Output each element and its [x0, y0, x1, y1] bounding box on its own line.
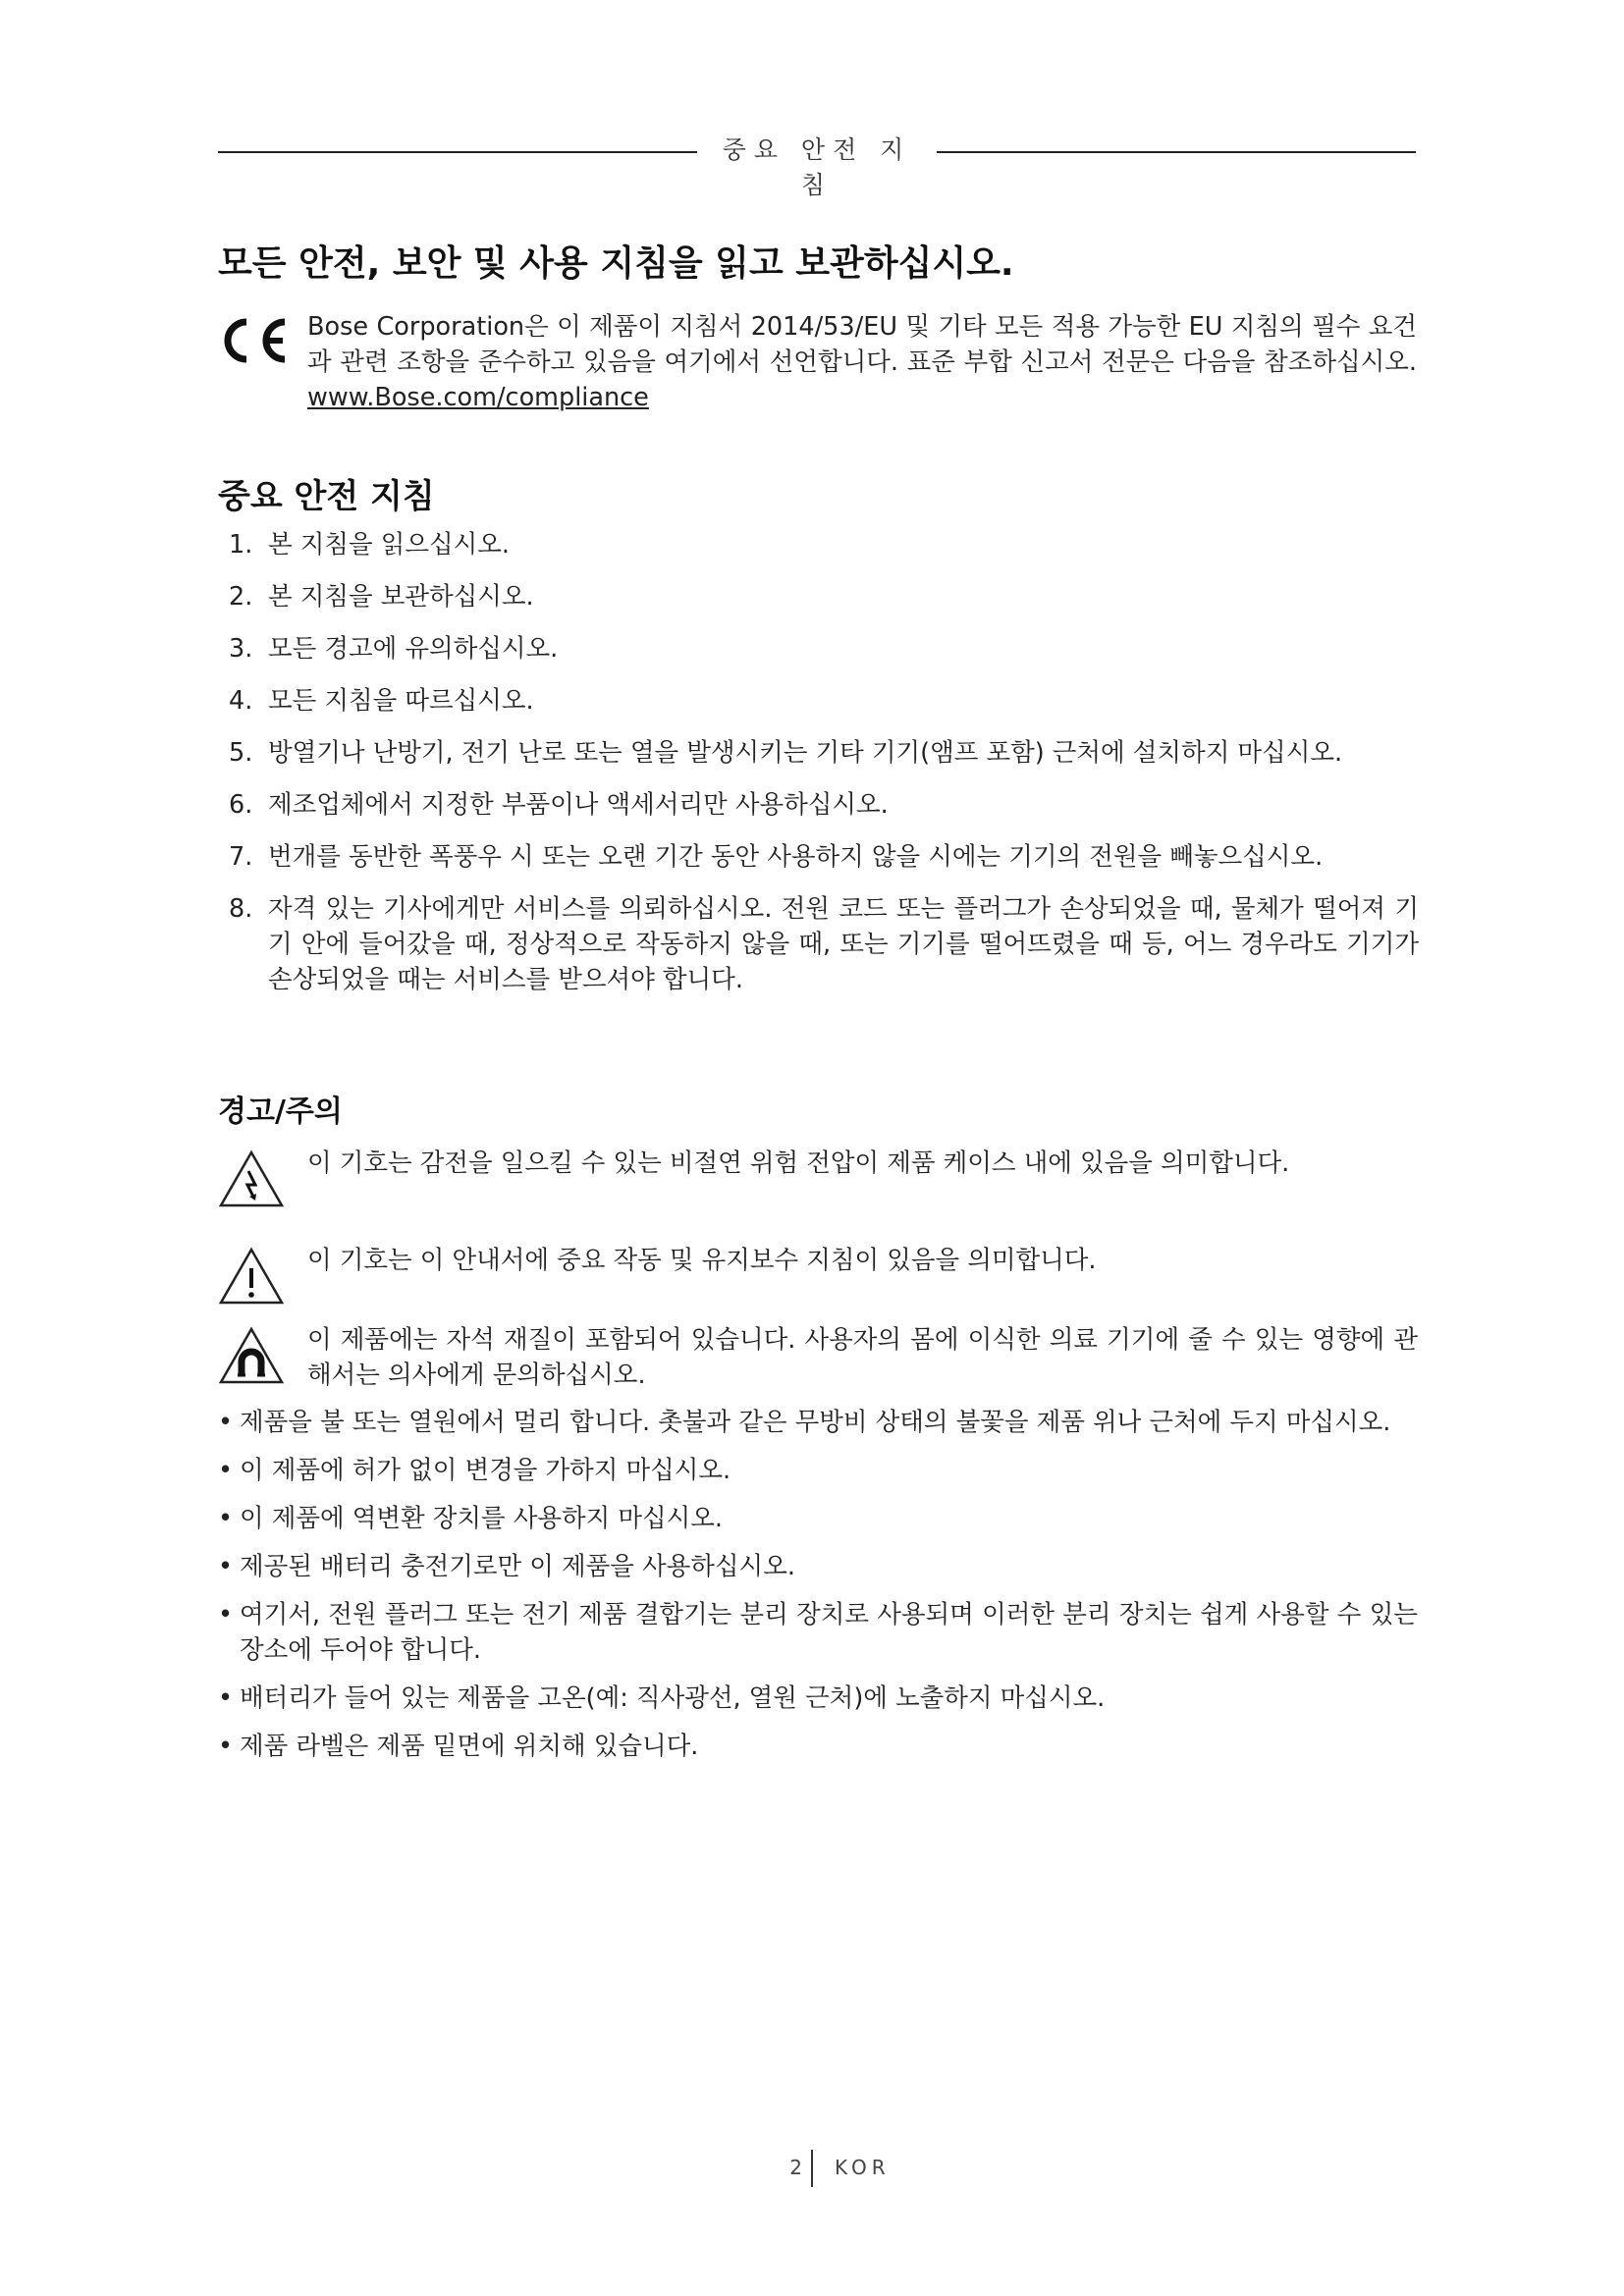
bullet-marker: • [218, 1504, 234, 1533]
safety-item [229, 839, 1419, 875]
header-rule-right [937, 151, 1416, 153]
ce-mark-icon [218, 316, 289, 365]
item-number: 7. [229, 842, 253, 872]
warning-bullet-item [218, 1501, 1418, 1536]
item-text: 본 지침을 읽으십시오. [268, 530, 511, 560]
header-title: 중요 안전 지침 [722, 135, 912, 199]
warnings-heading: 경고/주의 [218, 1095, 343, 1129]
bullet-text: 제품을 불 또는 열원에서 멀리 합니다. 촛불과 같은 무방비 상태의 불꽃을 제품 위나 근처에 두지 마십시오. [240, 1408, 1391, 1437]
item-number: 4. [229, 686, 253, 716]
item-number: 1. [229, 530, 253, 560]
footer-separator [811, 2150, 813, 2187]
warning-text-magnet: 이 제품에는 자석 재질이 포함되어 있습니다. 사용자의 몸에 이식한 의료 기기에 줄 수 있는 영향에 관해서는 의사에게 문의하십시오. [307, 1325, 1418, 1390]
magnet-warning-icon [218, 1326, 285, 1385]
bullet-text: 여기서, 전원 플러그 또는 전기 제품 결합기는 분리 장치로 사용되며 이러한 분리 장치는 쉽게 사용할 수 있는 장소에 두어야 합니다. [240, 1600, 1418, 1665]
header-rule-left [218, 151, 697, 153]
bullet-marker: • [218, 1456, 234, 1485]
ce-declaration [307, 309, 1417, 415]
item-text: 모든 경고에 유의하십시오. [268, 634, 559, 664]
warning-text-exclamation: 이 기호는 이 안내서에 중요 작동 및 유지보수 지침이 있음을 의미합니다. [307, 1246, 1097, 1275]
item-number: 6. [229, 790, 253, 820]
bullet-marker: • [218, 1732, 234, 1761]
bullet-text: 제품 라벨은 제품 밑면에 위치해 있습니다. [240, 1732, 699, 1761]
bullet-text: 배터리가 들어 있는 제품을 고온(예: 직사광선, 열원 근처)에 노출하지 마십시오. [240, 1683, 1106, 1713]
ce-declaration-text: Bose Corporation은 이 제품이 지침서 2014/53/EU 및 기타 모든 적용 가능한 EU 지침의 필수 요건과 관련 조항을 준수하고 있음을 여기에서 선언합니다. 표준 부합 신고서 전문은 다음을 참조하십시오. [307, 312, 1417, 377]
warning-bullet-item [218, 1453, 1418, 1488]
safety-item [229, 631, 1419, 667]
warning-bullet-item [218, 1405, 1418, 1440]
warning-text-electric: 이 기호는 감전을 일으킬 수 있는 비절연 위험 전압이 제품 케이스 내에 있음을 의미합니다. [307, 1148, 1290, 1178]
bullet-text: 이 제품에 역변환 장치를 사용하지 마십시오. [240, 1504, 724, 1533]
safety-instructions-list [229, 527, 1419, 1014]
item-number: 5. [229, 738, 253, 768]
warning-bullet-item [218, 1729, 1418, 1764]
page-footer [687, 2150, 937, 2189]
safety-item [229, 787, 1419, 823]
language-code: KOR [835, 2156, 891, 2179]
electric-shock-warning-icon [218, 1149, 285, 1208]
bullet-text: 이 제품에 허가 없이 변경을 가하지 마십시오. [240, 1456, 731, 1485]
item-number: 8. [229, 894, 253, 924]
safety-heading: 중요 안전 지침 [218, 477, 435, 516]
safety-item [229, 579, 1419, 614]
bullet-marker: • [218, 1600, 234, 1629]
warning-bullet-item [218, 1681, 1418, 1716]
safety-item [229, 891, 1419, 997]
item-text: 모든 지침을 따르십시오. [268, 686, 534, 716]
item-text: 본 지침을 보관하십시오. [268, 582, 534, 612]
item-text: 번개를 동반한 폭풍우 시 또는 오랜 기간 동안 사용하지 않을 시에는 기기의 전원을 빼놓으십시오. [268, 842, 1324, 872]
warning-bullet-item [218, 1597, 1418, 1668]
warning-bullet-item [218, 1549, 1418, 1584]
bullet-marker: • [218, 1408, 234, 1437]
exclamation-warning-icon [218, 1247, 285, 1306]
item-text: 제조업체에서 지정한 부품이나 액세서리만 사용하십시오. [268, 790, 889, 820]
safety-item [229, 735, 1419, 771]
bullet-marker: • [218, 1683, 234, 1713]
item-number: 3. [229, 634, 253, 664]
compliance-link[interactable]: www.Bose.com/compliance [307, 383, 649, 412]
item-number: 2. [229, 582, 253, 612]
item-text: 자격 있는 기사에게만 서비스를 의뢰하십시오. 전원 코드 또는 플러그가 손상되었을 때, 물체가 떨어져 기기 안에 들어갔을 때, 정상적으로 작동하지 않을 때, 또는 기기를 떨어뜨렸을 때 등, 어느 경우라도 기기가 손상되었을 때는 서비스를 받으셔야 합니다. [268, 894, 1419, 994]
warnings-bullet-list [218, 1405, 1418, 1777]
bullet-marker: • [218, 1552, 234, 1581]
safety-item [229, 527, 1419, 562]
safety-item [229, 683, 1419, 719]
page-number: 2 [789, 2156, 802, 2179]
item-text: 방열기나 난방기, 전기 난로 또는 열을 발생시키는 기타 기기(앰프 포함) 근처에 설치하지 마십시오. [268, 738, 1343, 768]
page-header [218, 127, 1416, 199]
bullet-text: 제공된 배터리 충전기로만 이 제품을 사용하십시오. [240, 1552, 795, 1581]
main-heading: 모든 안전, 보안 및 사용 지침을 읽고 보관하십시오. [218, 243, 1014, 284]
